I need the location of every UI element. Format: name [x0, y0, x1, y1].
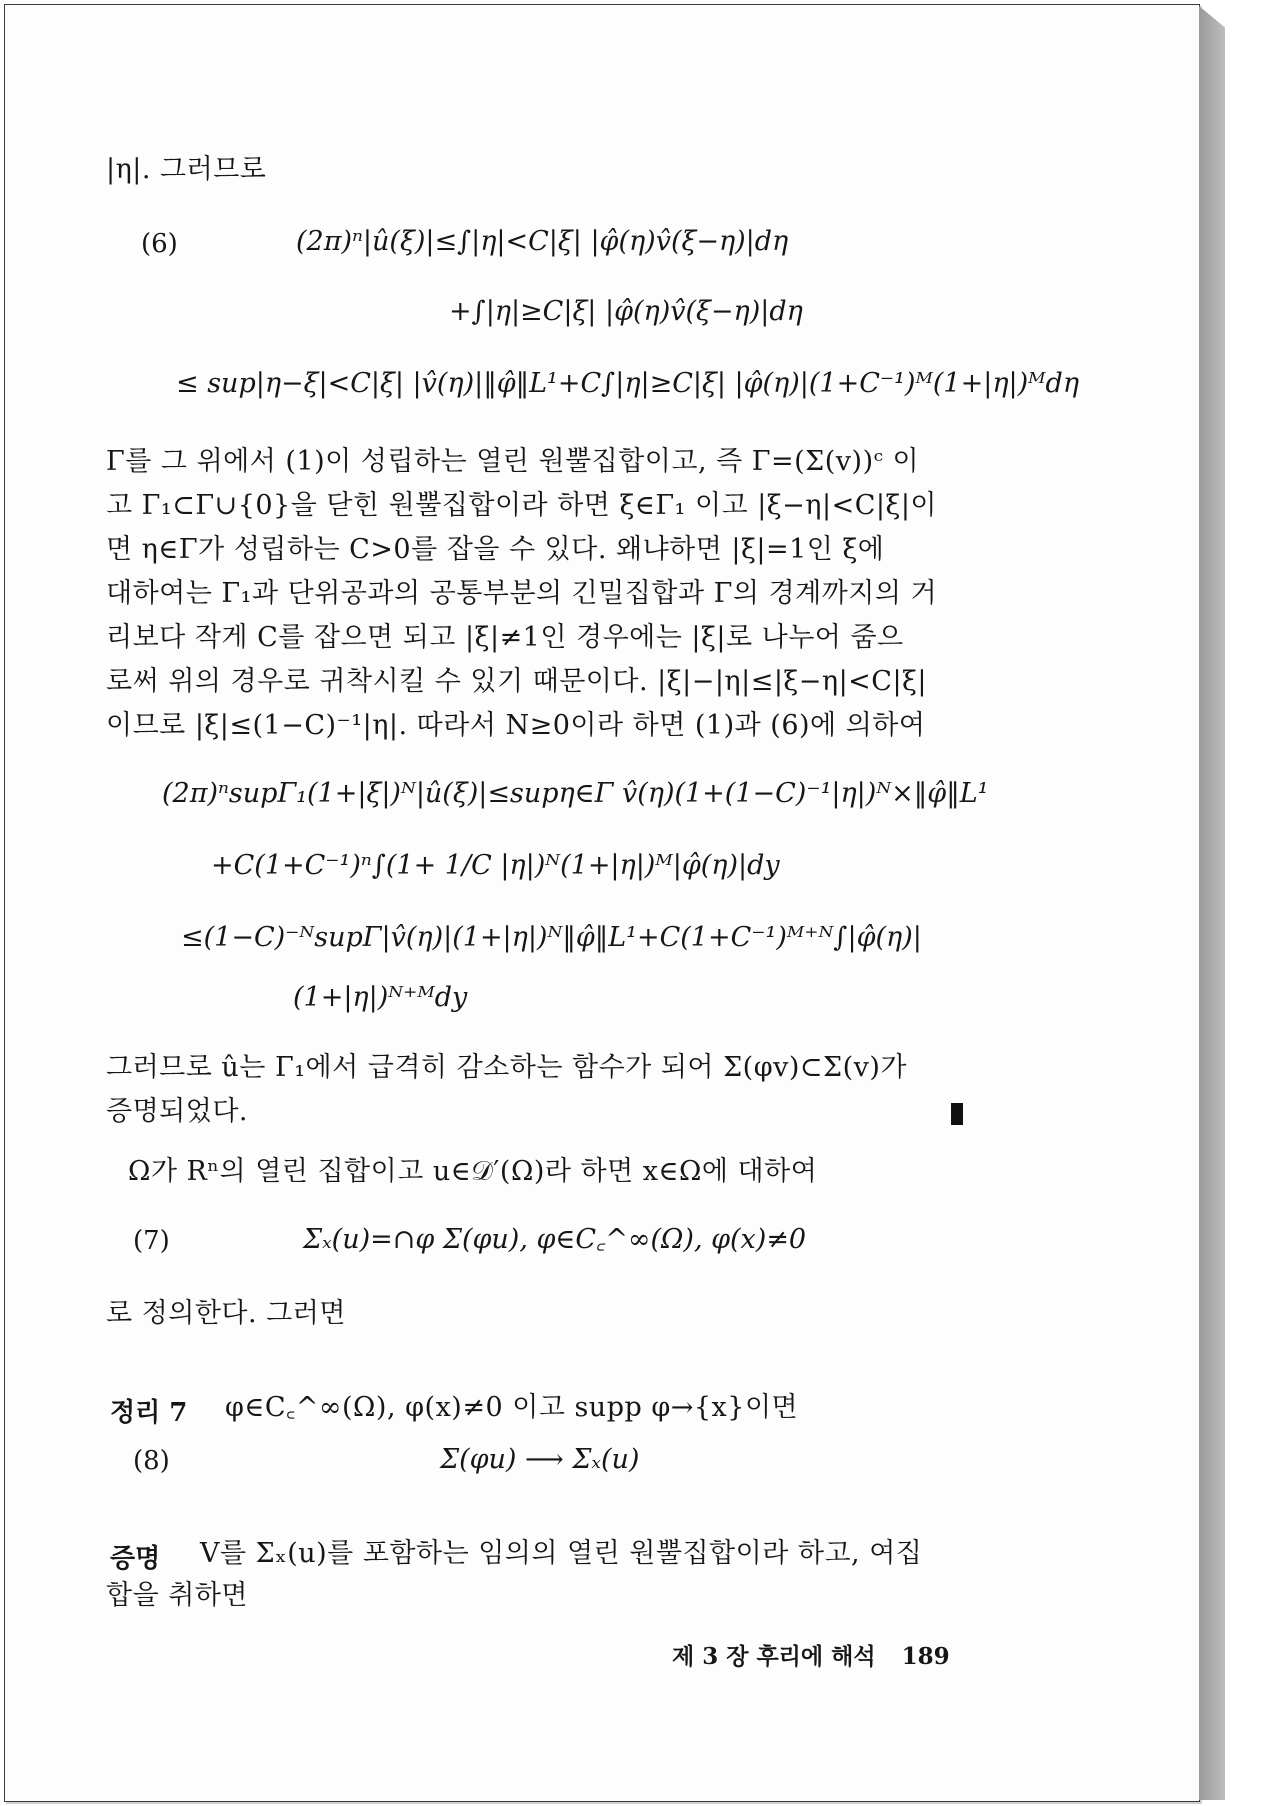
equation-number: (6): [141, 229, 178, 259]
page-edge-shadow: [1199, 6, 1225, 1800]
equation-line: ≤(1−C)⁻ᴺsupΓ|v̂(η)|(1+|η|)ᴺ‖φ̂‖L¹+C(1+C⁻¹)ᴹ⁺ᴺ∫|φ̂(η)|: [181, 922, 922, 953]
equation-line: (1+|η|)ᴺ⁺ᴹdy: [293, 982, 468, 1013]
text-line: 합을 취하면: [106, 1580, 248, 1611]
text-line: φ∈C꜀^∞(Ω), φ(x)≠0 이고 supp φ→{x}이면: [225, 1392, 799, 1423]
text-line: 로써 위의 경우로 귀착시킬 수 있기 때문이다. |ξ|−|η|≤|ξ−η|<C|ξ|: [106, 666, 928, 697]
book-page: [4, 4, 1200, 1802]
proof-label: 증명: [110, 1544, 161, 1574]
equation-line: ≤ sup|η−ξ|<C|ξ| |v̂(η)|‖φ̂‖L¹+C∫|η|≥C|ξ| |φ̂(η)|(1+C⁻¹)ᴹ(1+|η|)ᴹdη: [176, 368, 1079, 399]
text-line: V를 Σₓ(u)를 포함하는 임의의 열린 원뿔집합이라 하고, 여집: [200, 1538, 923, 1569]
theorem-label: 정리 7: [110, 1398, 188, 1428]
text-line: Γ를 그 위에서 (1)이 성립하는 열린 원뿔집합이고, 즉 Γ=(Σ(v))ᶜ 이: [106, 446, 920, 477]
text-line: 증명되었다.: [106, 1096, 248, 1127]
text-line: 리보다 작게 C를 잡으면 되고 |ξ|≠1인 경우에는 |ξ|로 나누어 줌으: [106, 622, 904, 653]
chapter-title: 제 3 장 후리에 해석: [672, 1643, 876, 1670]
page-number: 189: [901, 1643, 950, 1670]
text-line: Ω가 Rⁿ의 열린 집합이고 u∈𝒟′(Ω)라 하면 x∈Ω에 대하여: [128, 1156, 818, 1187]
equation-line: (2π)ⁿsupΓ₁(1+|ξ|)ᴺ|û(ξ)|≤supη∈Γ v̂(η)(1+(1−C)⁻¹|η|)ᴺ×‖φ̂‖L¹: [162, 778, 989, 809]
equation-number: (7): [133, 1226, 170, 1256]
text-line: 고 Γ₁⊂Γ∪{0}을 닫힌 원뿔집합이라 하면 ξ∈Γ₁ 이고 |ξ−η|<C|ξ|이: [106, 490, 938, 521]
page-footer: [672, 1638, 950, 1671]
text-line: |η|. 그러므로: [106, 154, 267, 185]
equation-line: Σₓ(u)=∩φ Σ(φu), φ∈C꜀^∞(Ω), φ(x)≠0: [303, 1224, 807, 1255]
text-line: 그러므로 û는 Γ₁에서 급격히 감소하는 함수가 되어 Σ(φv)⊂Σ(v)가: [106, 1052, 908, 1083]
text-line: 이므로 |ξ|≤(1−C)⁻¹|η|. 따라서 N≥0이라 하면 (1)과 (6)에 의하여: [106, 710, 926, 741]
text-line: 대하여는 Γ₁과 단위공과의 공통부분의 긴밀집합과 Γ의 경계까지의 거: [106, 578, 938, 609]
text-line: 면 η∈Γ가 성립하는 C>0를 잡을 수 있다. 왜냐하면 |ξ|=1인 ξ에: [106, 534, 885, 565]
equation-line: Σ(φu) ⟶ Σₓ(u): [440, 1444, 640, 1475]
equation-line: +C(1+C⁻¹)ⁿ∫(1+ 1/C |η|)ᴺ(1+|η|)ᴹ|φ̂(η)|dy: [211, 850, 780, 881]
qed-mark: [951, 1103, 963, 1125]
equation-line: (2π)ⁿ|û(ξ)|≤∫|η|<C|ξ| |φ̂(η)v̂(ξ−η)|dη: [296, 226, 789, 257]
text-line: 로 정의한다. 그러면: [106, 1298, 346, 1329]
equation-number: (8): [133, 1446, 170, 1476]
equation-line: +∫|η|≥C|ξ| |φ̂(η)v̂(ξ−η)|dη: [449, 296, 803, 327]
